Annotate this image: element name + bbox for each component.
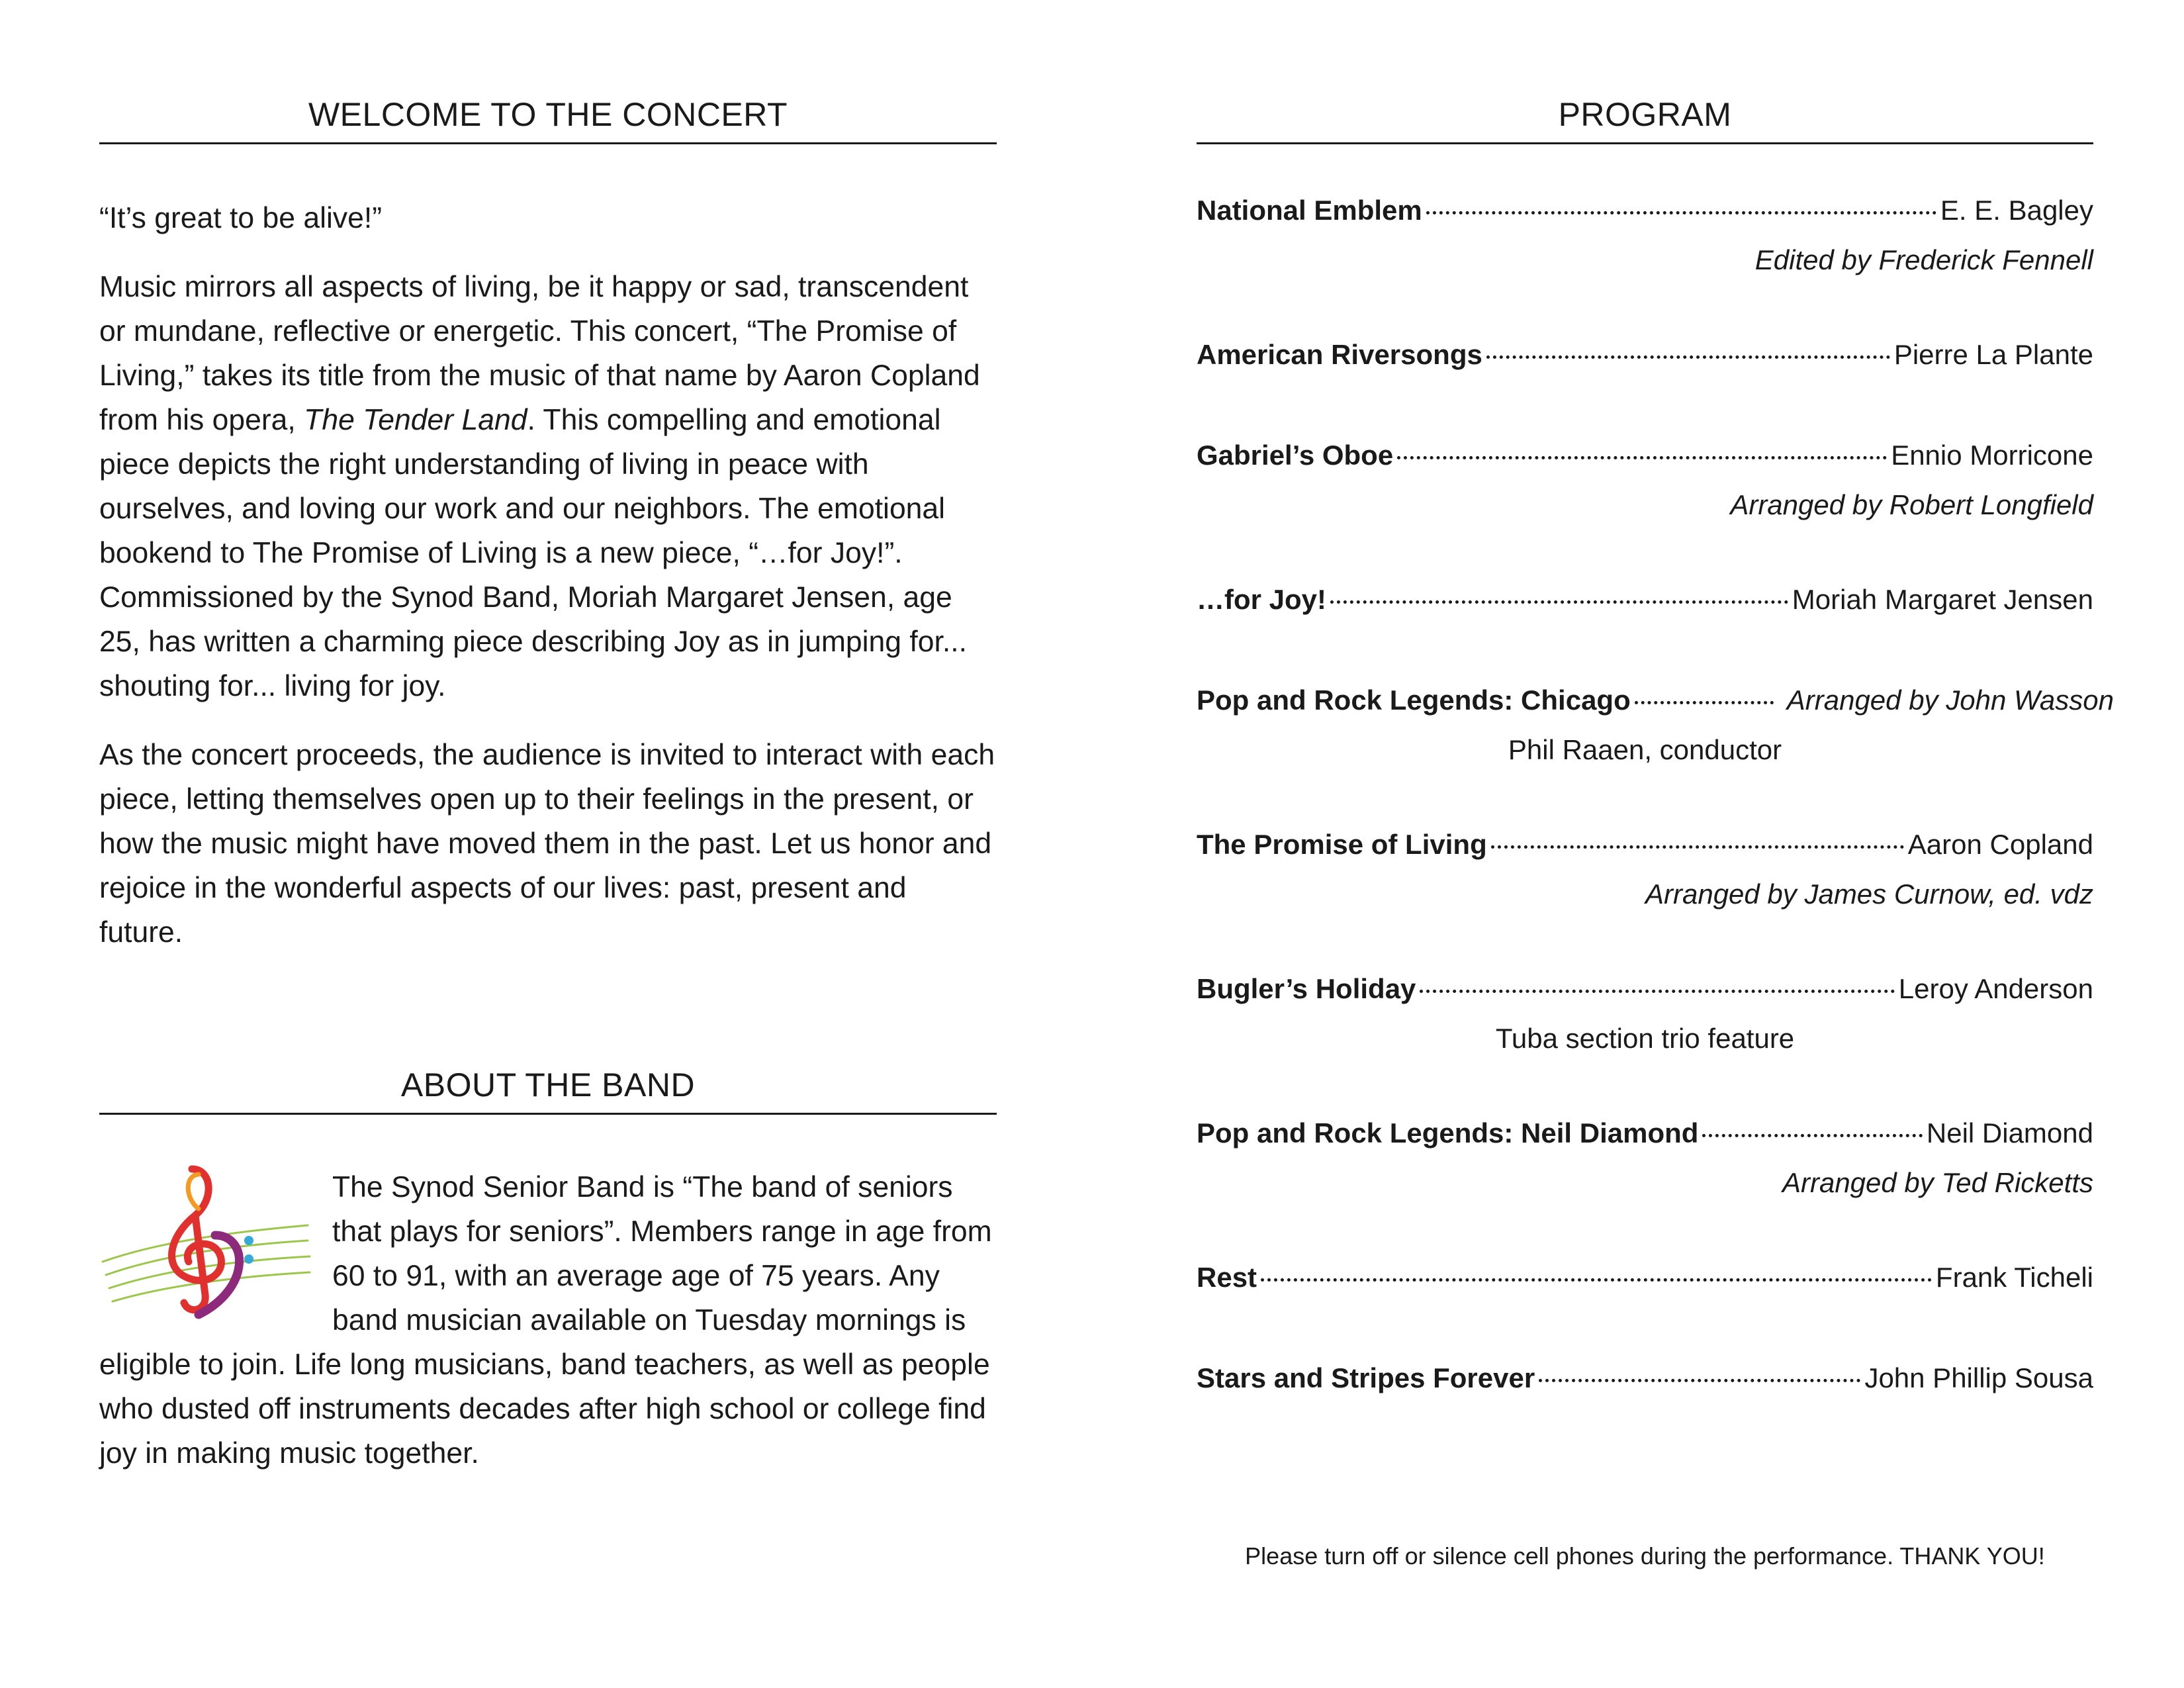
arranger: Arranged by John Wasson: [1786, 684, 2114, 716]
program-item: [1197, 829, 2093, 872]
piece-title: National Emblem: [1197, 195, 1422, 226]
composer: Ennio Morricone: [1891, 440, 2093, 471]
welcome-paragraph-1-text-a: Music mirrors all aspects of living, be it happy or sad, transcendent or mundane, reflective or energetic. This concert, “The Promise of Living,” takes its title from the music of that name by Aaron Copland from his opera,: [99, 271, 980, 436]
program-item: [1197, 339, 2093, 383]
leader-dots: [1491, 845, 1904, 849]
program-item: [1197, 973, 2093, 1017]
conductor-note: Phil Raaen, conductor: [1508, 734, 1782, 765]
leader-dots: [1261, 1278, 1932, 1282]
leader-dots: [1635, 701, 1774, 704]
composer: Frank Ticheli: [1935, 1262, 2093, 1293]
program-item: [1197, 1262, 2093, 1305]
footer-notice: Please turn off or silence cell phones during the performance. THANK YOU!: [1245, 1542, 2045, 1570]
welcome-heading: WELCOME TO THE CONCERT: [99, 97, 997, 144]
program-item: [1197, 1117, 2093, 1161]
composer: John Phillip Sousa: [1864, 1362, 2093, 1393]
piece-title: Gabriel’s Oboe: [1197, 440, 1394, 471]
leader-dots: [1330, 600, 1788, 604]
band-heading: ABOUT THE BAND: [99, 1067, 997, 1115]
welcome-paragraph-1: [99, 265, 997, 708]
welcome-body: [99, 196, 997, 979]
piece-title: The Promise of Living: [1197, 829, 1487, 860]
arranger: Edited by Frederick Fennell: [1754, 244, 2093, 275]
feature-note: Tuba section trio feature: [1495, 1023, 1795, 1054]
piece-title: …for Joy!: [1197, 584, 1327, 615]
composer: Leroy Anderson: [1898, 973, 2093, 1004]
piece-title: American Riversongs: [1197, 339, 1482, 370]
composer: Moriah Margaret Jensen: [1792, 584, 2093, 615]
program-item: [1197, 440, 2093, 483]
program-item: [1197, 584, 2093, 628]
leader-dots: [1420, 990, 1894, 993]
program-item: [1197, 684, 2114, 728]
leader-dots: [1397, 456, 1887, 459]
arranger: Arranged by Robert Longfield: [1730, 489, 2093, 520]
composer: Aaron Copland: [1907, 829, 2093, 860]
program-item: [1197, 195, 2093, 238]
welcome-paragraph-1-text-b: . This compelling and emotional piece depicts the right understanding of living in peace with ourselves, and loving our work and our neighbors. The emotional bookend to The Promise of Living is a new piece, “…for Joy!”. Commissioned by the Synod Band, Moriah Margaret Jensen, age 25, has written a charming piece describing Joy as in jumping for... shouting for... living for joy.: [99, 404, 967, 702]
music-clef-icon: [99, 1162, 311, 1321]
leader-dots: [1702, 1134, 1922, 1137]
program-heading: PROGRAM: [1197, 97, 2093, 144]
piece-title: Bugler’s Holiday: [1197, 973, 1416, 1004]
composer: E. E. Bagley: [1940, 195, 2093, 226]
leader-dots: [1539, 1379, 1860, 1382]
composer: Pierre La Plante: [1893, 339, 2093, 370]
program-list: [1197, 195, 2114, 1406]
leader-dots: [1426, 211, 1936, 214]
composer: Neil Diamond: [1926, 1117, 2093, 1149]
piece-title: Pop and Rock Legends: Chicago: [1197, 684, 1631, 716]
welcome-quote: “It’s great to be alive!”: [99, 202, 383, 234]
piece-title: Rest: [1197, 1262, 1257, 1293]
opera-title: The Tender Land: [304, 404, 527, 436]
piece-title: Stars and Stripes Forever: [1197, 1362, 1535, 1393]
leader-dots: [1486, 355, 1890, 359]
program-item: [1197, 1362, 2093, 1406]
piece-title: Pop and Rock Legends: Neil Diamond: [1197, 1117, 1699, 1149]
arranger: Arranged by Ted Ricketts: [1782, 1167, 2093, 1198]
band-description: The Synod Senior Band is “The band of seniors that plays for seniors”. Members range in age from 60 to 91, with an average age of 75 years. Any band musician available on Tuesday mornings is eligible to join. Life long musicians, band teachers, as well as people who dusted off instruments decades after high school or college find joy in making music together.: [99, 1171, 992, 1470]
welcome-paragraph-2: As the concert proceeds, the audience is invited to interact with each piece, letting themselves open up to their feelings in the present, or how the music might have moved them in the past. Let us honor and rejoice in the wonderful aspects of our lives: past, present and future.: [99, 739, 995, 949]
arranger: Arranged by James Curnow, ed. vdz: [1645, 878, 2093, 910]
